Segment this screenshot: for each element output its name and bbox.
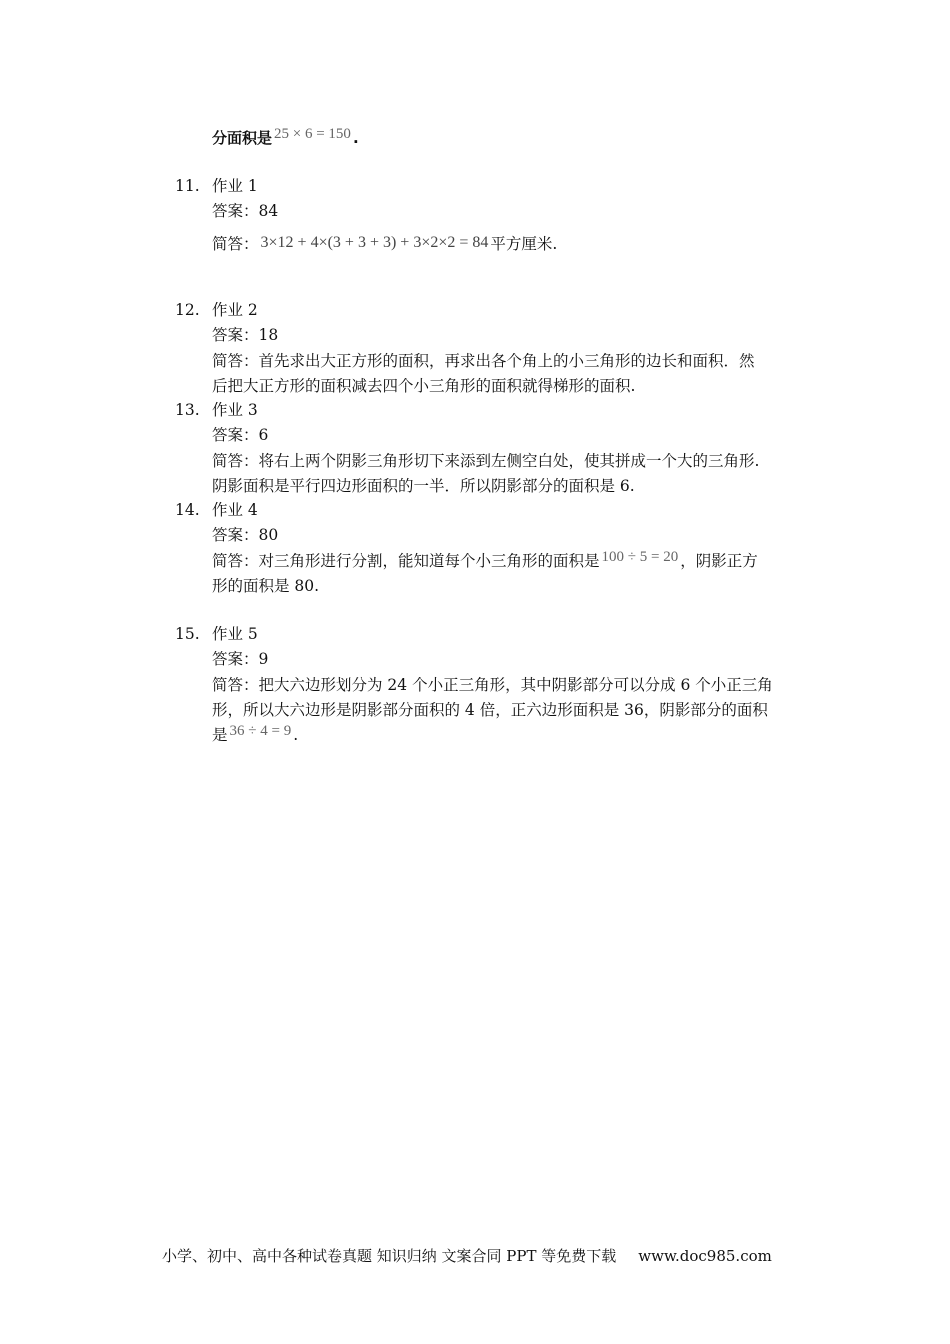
- continuation-line: [212, 128, 359, 149]
- page-footer: [162, 1246, 772, 1266]
- item-13-number: 13.: [175, 401, 200, 419]
- item-13-title: 作业 3: [212, 401, 258, 419]
- item-15-solution-suffix: .: [293, 726, 299, 744]
- item-14-number: 14.: [175, 501, 200, 519]
- continuation-formula: 25 × 6 = 150: [274, 126, 351, 142]
- item-13-solution-line2: 阴影面积是平行四边形面积的一半．所以阴影部分的面积是 6.: [212, 477, 635, 495]
- continuation-prefix: 分面积是: [212, 129, 273, 147]
- item-15-number: 15.: [175, 625, 200, 643]
- item-12-solution-line1: 简答：首先求出大正方形的面积，再求出各个角上的小三角形的边长和面积．然: [212, 352, 755, 370]
- item-11-solution-suffix: 平方厘米.: [490, 235, 558, 253]
- item-11-solution-formula: 3×12 + 4×(3 + 3 + 3) + 3×2×2 = 84: [260, 234, 489, 251]
- item-13-solution-line1: 简答：将右上两个阴影三角形切下来添到左侧空白处，使其拼成一个大的三角形.: [212, 452, 760, 470]
- footer-site-link[interactable]: www.doc985.com: [638, 1247, 772, 1265]
- item-13-answer: 答案：6: [212, 426, 269, 444]
- item-14-solution-prefix: 简答：对三角形进行分割，能知道每个小三角形的面积是: [212, 552, 600, 570]
- item-15-solution-prefix: 是: [212, 726, 228, 744]
- item-15-solution-line2: 形，所以大六边形是阴影部分面积的 4 倍，正六边形面积是 36，阴影部分的面积: [212, 701, 768, 719]
- item-11-number: 11.: [175, 177, 200, 195]
- item-11-title: 作业 1: [212, 177, 258, 195]
- item-12-solution-line2: 后把大正方形的面积减去四个小三角形的面积就得梯形的面积.: [212, 377, 636, 395]
- item-14-solution-line2: 形的面积是 80.: [212, 577, 320, 595]
- item-15-title: 作业 5: [212, 625, 258, 643]
- item-14-solution-formula: 100 ÷ 5 = 20: [601, 549, 679, 565]
- item-15-answer: 答案：9: [212, 650, 269, 668]
- item-14-answer: 答案：80: [212, 526, 279, 544]
- item-12-title: 作业 2: [212, 301, 258, 319]
- item-11-answer: 答案：84: [212, 202, 279, 220]
- item-14-title: 作业 4: [212, 501, 258, 519]
- footer-text: 小学、初中、高中各种试卷真题 知识归纳 文案合同 PPT 等免费下载: [162, 1247, 617, 1265]
- item-14-solution-suffix: ，阴影正方: [680, 552, 758, 570]
- continuation-suffix: .: [352, 129, 359, 147]
- item-12-answer: 答案：18: [212, 326, 279, 344]
- item-12-number: 12.: [175, 301, 200, 319]
- item-14-solution-line1: [212, 551, 758, 572]
- item-15-solution-line3: [212, 725, 298, 746]
- item-15-solution-line1: 简答：把大六边形划分为 24 个小正三角形，其中阴影部分可以分成 6 个小正三角: [212, 676, 773, 694]
- item-11-solution: [212, 234, 557, 255]
- item-11-solution-prefix: 简答：: [212, 235, 259, 253]
- item-15-solution-formula: 36 ÷ 4 = 9: [229, 723, 292, 739]
